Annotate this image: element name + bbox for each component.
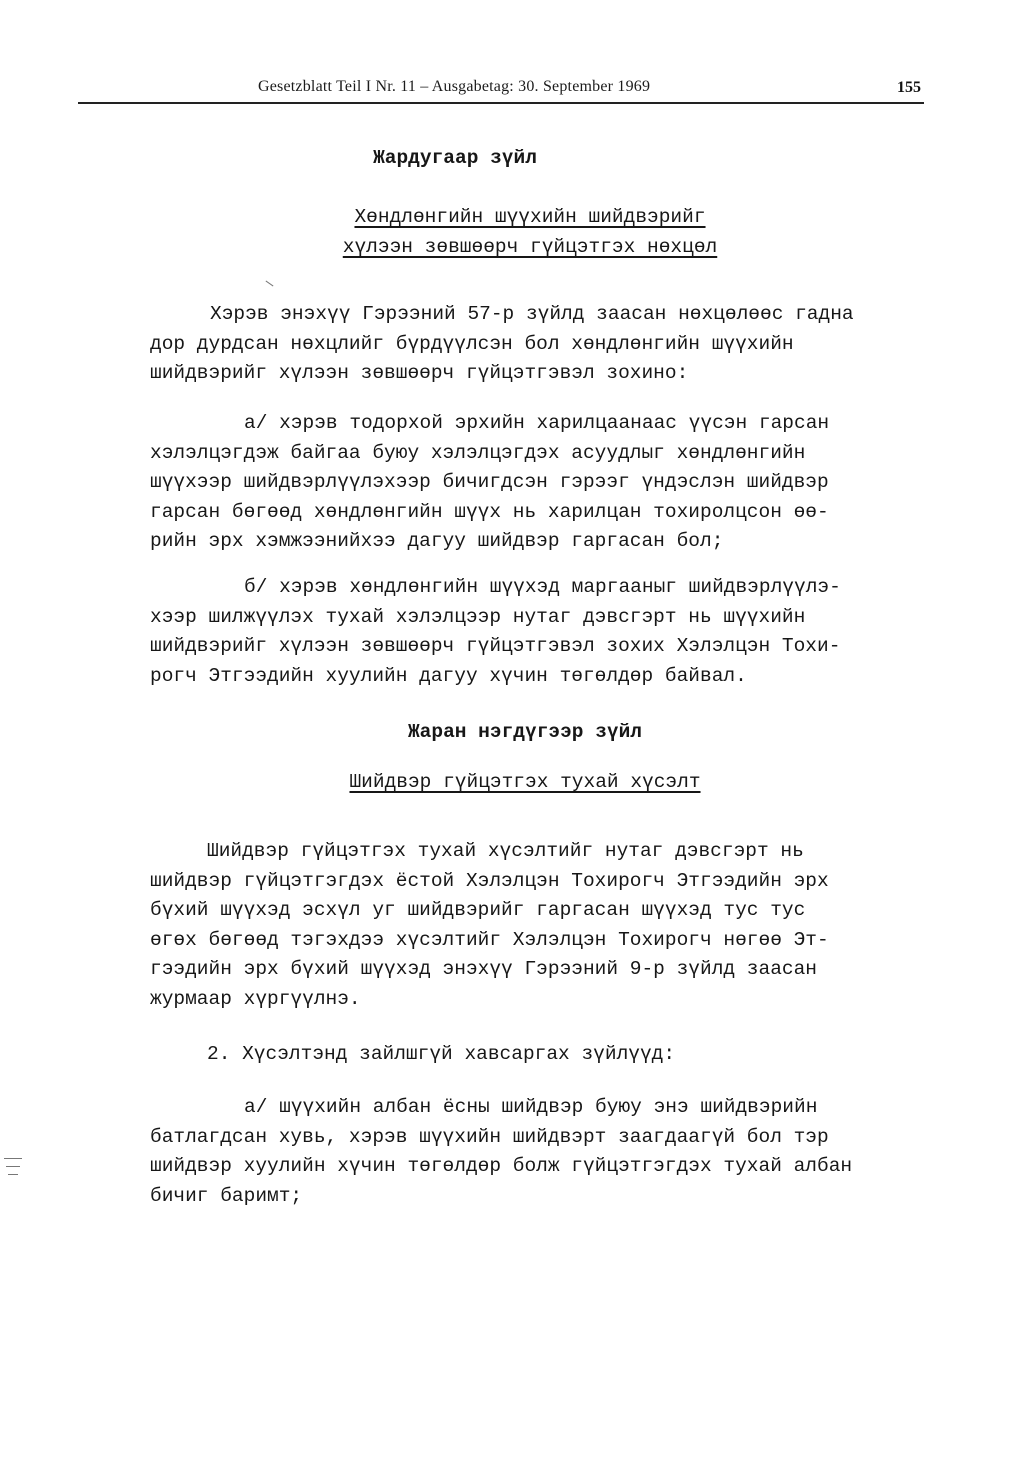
- margin-mark: [8, 1174, 18, 1175]
- article-61-heading: Жаран нэгдүгээр зүйл: [407, 721, 643, 743]
- article-60-intro: [150, 300, 854, 389]
- item-a-line: а/ хэрэв тодорхой эрхийн харилцаанаас үүсэн гарсан: [244, 412, 830, 434]
- a61-item-a-line: шийдвэр хуулийн хүчин төгөлдөр болж гүйцэтгэгдэх тухай албан: [150, 1155, 853, 1177]
- article-60-subtitle-line-1: Хөндлөнгийн шүүхийн шийдвэрийг: [354, 206, 706, 228]
- item-a-line: хэлэлцэгдэж байгаа буюу хэлэлцэгдэх асуудлыг хөндлөнгийн: [150, 441, 806, 464]
- article-60-heading: Жардугаар зүйл: [373, 147, 537, 169]
- margin-mark: [4, 1158, 22, 1159]
- page-number: 155: [897, 79, 921, 96]
- intro-line: Хэрэв энэхүү Гэрээний 57-р зүйлд заасан нөхцөлөөс гадна: [210, 303, 854, 325]
- article-60-subtitle-line-2: хүлээн зөвшөөрч гүйцэтгэх нөхцөл: [342, 236, 718, 258]
- para1-line: Шийдвэр гүйцэтгэх тухай хүсэлтийг нутаг дэвсгэрт нь: [207, 840, 804, 862]
- item-b-line: б/ хэрэв хөндлөнгийн шүүхэд маргааныг шийдвэрлүүлэ-: [244, 576, 841, 598]
- article-60-item-b: [150, 573, 841, 691]
- running-title: Gesetzblatt Teil I Nr. 11 – Ausgabetag: 30. September 1969: [258, 78, 651, 95]
- article-61-paragraph-2: 2. Хүсэлтэнд зайлшгүй хавсаргах зүйлүүд:: [207, 1043, 676, 1065]
- item-a-line: гарсан бөгөөд хөндлөнгийн шүүх нь харилцан тохиролцсон өө-: [150, 500, 829, 523]
- article-61-subtitle: Шийдвэр гүйцэтгэх тухай хүсэлт: [349, 771, 701, 793]
- item-b-line: хээр шилжүүлэх тухай хэлэлцээр нутаг дэвсгэрт нь шүүхийн: [150, 605, 806, 628]
- para1-line: гээдийн эрх бүхий шүүхэд энэхүү Гэрээний 9-р зүйлд заасан: [150, 958, 818, 980]
- a61-item-a-line: а/ шүүхийн албан ёсны шийдвэр буюу энэ шийдвэрийн: [244, 1096, 818, 1118]
- scan-speck: [266, 281, 274, 287]
- item-a-line: шүүхээр шийдвэрлүүлэхээр бичигдсэн гэрээг үндэслэн шийдвэр: [150, 471, 829, 493]
- para1-line: бүхий шүүхэд эсхүл уг шийдвэрийг гаргасан шүүхэд тус тус: [150, 899, 806, 921]
- para1-line: журмаар хүргүүлнэ.: [150, 987, 361, 1010]
- article-61-paragraph-1: [150, 837, 829, 1014]
- a61-item-a-line: батлагдсан хувь, хэрэв шүүхийн шийдвэрт заагдаагүй бол тэр: [150, 1125, 829, 1148]
- intro-line: дор дурдсан нөхцлийг бүрдүүлсэн бол хөндлөнгийн шүүхийн: [150, 332, 794, 355]
- article-60-item-a: [150, 409, 829, 557]
- item-b-line: рогч Этгээдийн хуулийн дагуу хүчин төгөлдөр байвал.: [150, 664, 747, 687]
- running-header: [78, 76, 924, 104]
- item-a-line: рийн эрх хэмжээнийхээ дагуу шийдвэр гаргасан бол;: [150, 530, 724, 552]
- para1-line: шийдвэр гүйцэтгэгдэх ёстой Хэлэлцэн Тохирогч Этгээдийн эрх: [150, 869, 829, 892]
- item-b-line: шийдвэрийг хүлээн зөвшөөрч гүйцэтгэвэл зохих Хэлэлцэн Тохи-: [150, 635, 841, 657]
- margin-mark: [6, 1166, 20, 1167]
- article-61-item-a: [150, 1093, 852, 1211]
- para1-line: өгөх бөгөөд тэгэхдээ хүсэлтийг Хэлэлцэн Тохирогч нөгөө Эт-: [150, 928, 829, 951]
- a61-item-a-line: бичиг баримт;: [150, 1184, 303, 1207]
- intro-line: шийдвэрийг хүлээн зөвшөөрч гүйцэтгэвэл зохино:: [150, 362, 689, 384]
